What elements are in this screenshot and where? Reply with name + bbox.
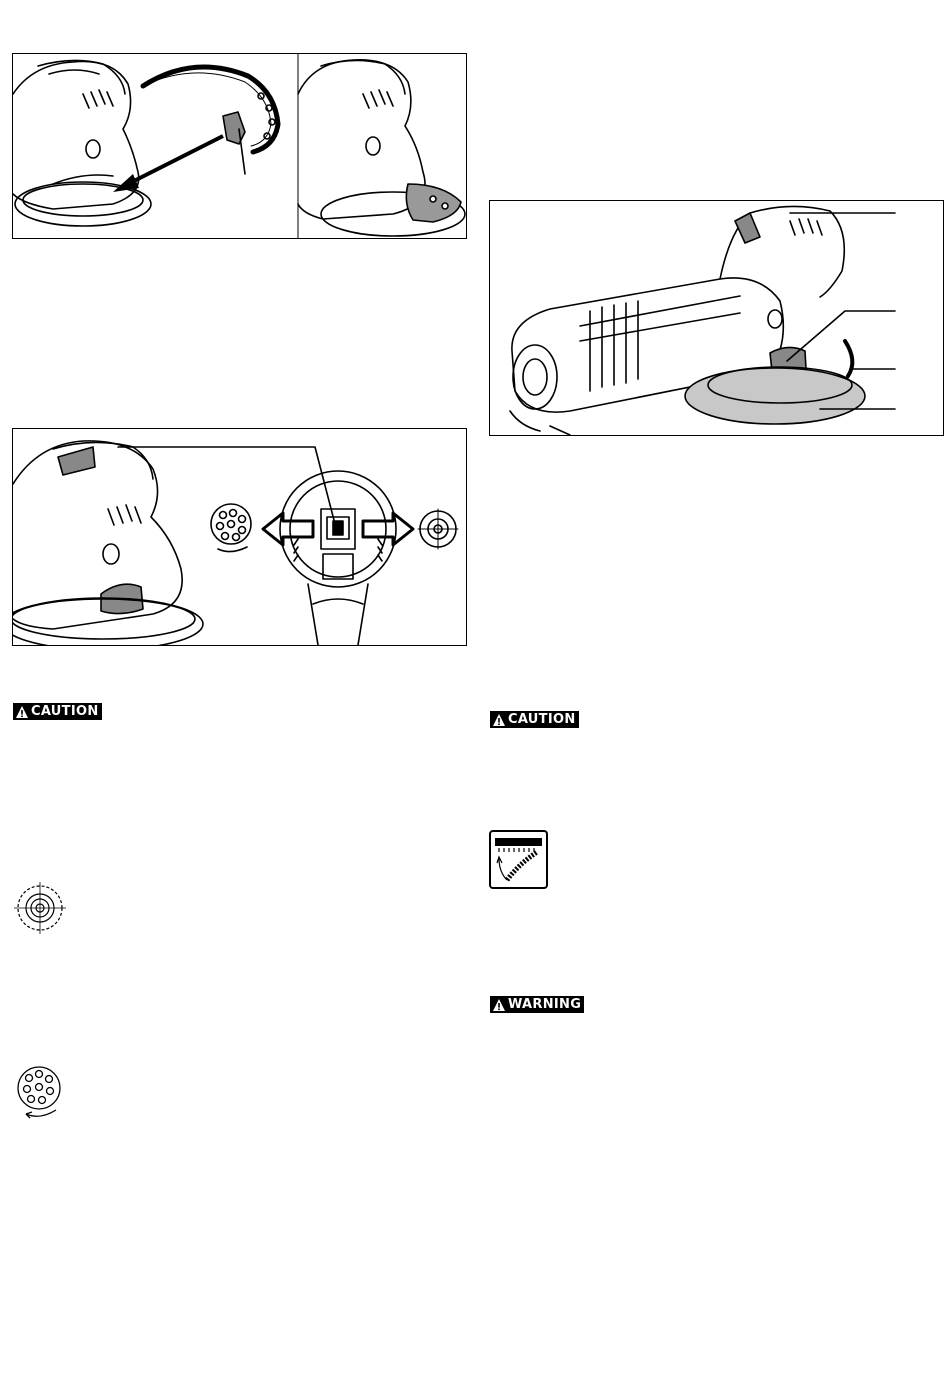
warning-triangle-icon — [15, 705, 29, 719]
dust-cover-attach-illustration — [13, 54, 466, 238]
figure-sander-parts — [489, 200, 944, 436]
mode-selector-illustration — [13, 429, 466, 645]
warning-label-right: WARNING — [508, 997, 582, 1012]
random-orbit-mode-icon — [12, 1062, 68, 1124]
caution-label-right: CAUTION — [508, 712, 576, 727]
caution-badge-left — [13, 703, 102, 720]
warning-badge-right — [490, 996, 584, 1013]
warning-triangle-icon — [492, 998, 506, 1012]
figure-dust-cover-attach — [12, 53, 467, 239]
sander-parts-illustration — [490, 201, 943, 435]
caution-label-left: CAUTION — [31, 704, 99, 719]
eccentric-orbit-mode-icon — [12, 880, 68, 936]
figure-mode-selector — [12, 428, 467, 646]
warning-triangle-icon — [492, 713, 506, 727]
sanding-pad-icon — [489, 830, 548, 889]
caution-badge-right — [490, 711, 579, 728]
